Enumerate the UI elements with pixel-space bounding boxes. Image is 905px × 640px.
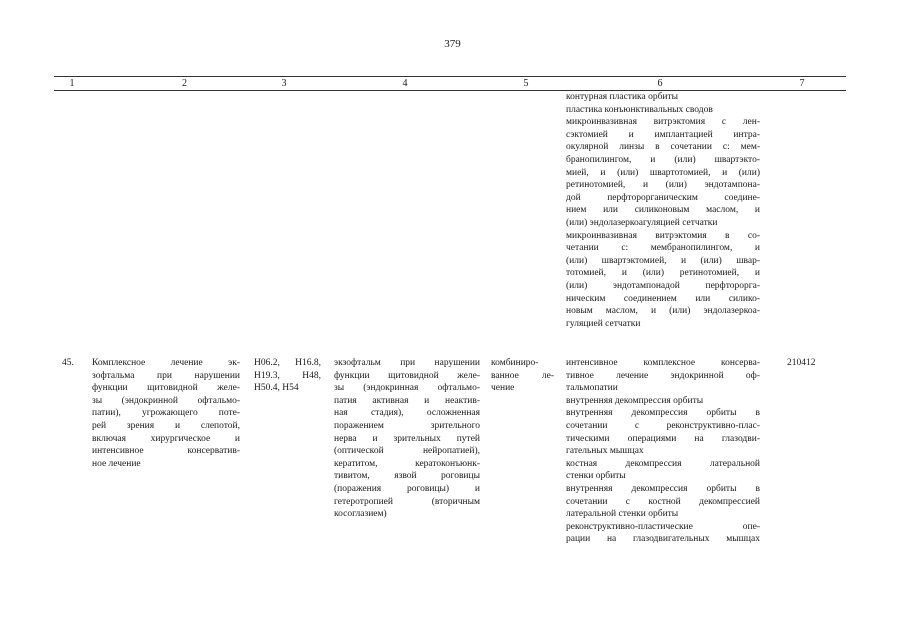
text-line: сочетании с костной декомпрессией <box>566 496 760 507</box>
text-line: интенсивное консерватив- <box>92 446 240 457</box>
text-line: включая хирургическое и <box>92 433 240 444</box>
procedure-line: контурная пластика орбиты <box>566 92 679 102</box>
column-header-6: 6 <box>657 78 663 89</box>
column-header-3: 3 <box>281 78 287 89</box>
text-line: реконструктивно-пластические опе- <box>566 521 760 532</box>
row-number: 45. <box>62 358 74 368</box>
procedure-line: ническим соединением или силико- <box>566 293 760 304</box>
funding-amount: 210412 <box>787 358 816 368</box>
column-header-5: 5 <box>523 78 529 89</box>
text-line: тическими операциями на глазодви- <box>566 433 760 444</box>
text-line: тальмопатии <box>566 383 618 394</box>
text-line: гетеротропией (вторичным <box>334 496 480 507</box>
code-line: H50.4, H54 <box>254 383 299 394</box>
treatment-name <box>92 357 240 470</box>
patient-model <box>334 357 480 521</box>
procedure-line: микроинвазивная витрэктомия с лен- <box>566 117 760 128</box>
text-line: патия активная и неактив- <box>334 395 480 406</box>
text-line: (поражения роговицы) и <box>334 483 480 494</box>
text-line: чение <box>491 383 515 394</box>
text-line: функции щитовидной желе- <box>334 370 480 381</box>
procedure-line: окулярной линзы в сочетании с: мем- <box>566 142 760 153</box>
text-line: (оптической нейропатией), <box>334 446 480 457</box>
procedure-line: (или) эндотампонадой перфтороргa- <box>566 280 760 291</box>
procedure-line: гуляцией сетчатки <box>566 318 641 329</box>
treatment-methods <box>566 357 760 546</box>
text-line: интенсивное комплексное консерва- <box>566 358 760 368</box>
column-header-1: 1 <box>69 78 75 89</box>
continuation-procedures <box>566 91 760 330</box>
page-number: 379 <box>444 38 461 50</box>
procedure-line: дой перфторорганическим соедине- <box>566 192 760 203</box>
code-line: H19.3, H48, <box>254 370 321 381</box>
procedure-line: (или) эндолазеркоагуляцией сетчатки <box>566 217 718 228</box>
procedure-line: ретинотомией, и (или) эндотампона- <box>566 180 760 191</box>
text-line: функции щитовидной желе- <box>92 383 240 394</box>
text-line: ванное ле- <box>491 370 554 381</box>
text-line: рей зрения и слепотой, <box>92 420 240 431</box>
code-line: H06.2, H16.8, <box>254 358 321 368</box>
text-line: поражением зрительного <box>334 420 480 431</box>
text-line: зы (эндокринная офтальмо- <box>334 383 480 394</box>
icd-codes <box>254 357 321 395</box>
treatment-type <box>491 357 554 395</box>
table-header-row <box>54 76 846 91</box>
procedure-line: четании с: мембранопилингом, и <box>566 243 760 254</box>
procedure-line: мией, и (или) швартотомией, и (или) <box>566 167 760 178</box>
text-line: внутренняя декомпрессия орбиты <box>566 395 704 406</box>
text-line: сочетании с реконструктивно-плас- <box>566 420 760 431</box>
text-line: внутренняя декомпрессия орбиты в <box>566 408 760 419</box>
text-line: Комплексное лечение эк- <box>92 358 240 368</box>
text-line: тивное лечение эндокринной оф- <box>566 370 760 381</box>
text-line: рации на глазодвигательных мышцах <box>566 534 760 545</box>
text-line: костная декомпрессия латеральной <box>566 458 760 469</box>
text-line: тивитом, язвой роговицы <box>334 471 480 482</box>
procedure-line: (или) швартэктомией, и (или) швар- <box>566 255 760 266</box>
procedure-line: микроинвазивная витрэктомия в со- <box>566 230 760 241</box>
procedure-line: новым маслом, и (или) эндолазеркоа- <box>566 306 760 317</box>
procedure-line: тотомией, и (или) ретинотомией, и <box>566 268 760 279</box>
procedure-line: сэктомией и имплантацией интра- <box>566 129 760 140</box>
column-header-2: 2 <box>182 78 187 89</box>
text-line: косоглазием) <box>334 509 387 520</box>
text-line: внутренняя декомпрессия орбиты в <box>566 483 760 494</box>
text-line: ное лечение <box>92 458 141 469</box>
procedure-line: бранопилингом, и (или) швартэкто- <box>566 154 760 165</box>
text-line: экзофтальм при нарушении <box>334 358 480 368</box>
column-header-7: 7 <box>799 78 805 89</box>
text-line: зы (эндокринной офтальмо- <box>92 395 240 406</box>
text-line: латеральной стенки орбиты <box>566 509 679 520</box>
text-line: гательных мышцах <box>566 446 644 457</box>
text-line: ная стадия), осложненная <box>334 408 480 419</box>
procedure-line: пластика конъюнктивальных сводов <box>566 104 713 115</box>
text-line: комбиниро- <box>491 358 539 368</box>
column-header-4: 4 <box>402 78 408 89</box>
text-line: стенки орбиты <box>566 471 626 482</box>
text-line: зофтальма при нарушении <box>92 370 240 381</box>
text-line: кератитом, кератоконъюнк- <box>334 458 480 469</box>
procedure-line: нием или силиконовым маслом, и <box>566 205 760 216</box>
text-line: нерва и зрительных путей <box>334 433 480 444</box>
text-line: патии), угрожающего поте- <box>92 408 240 419</box>
